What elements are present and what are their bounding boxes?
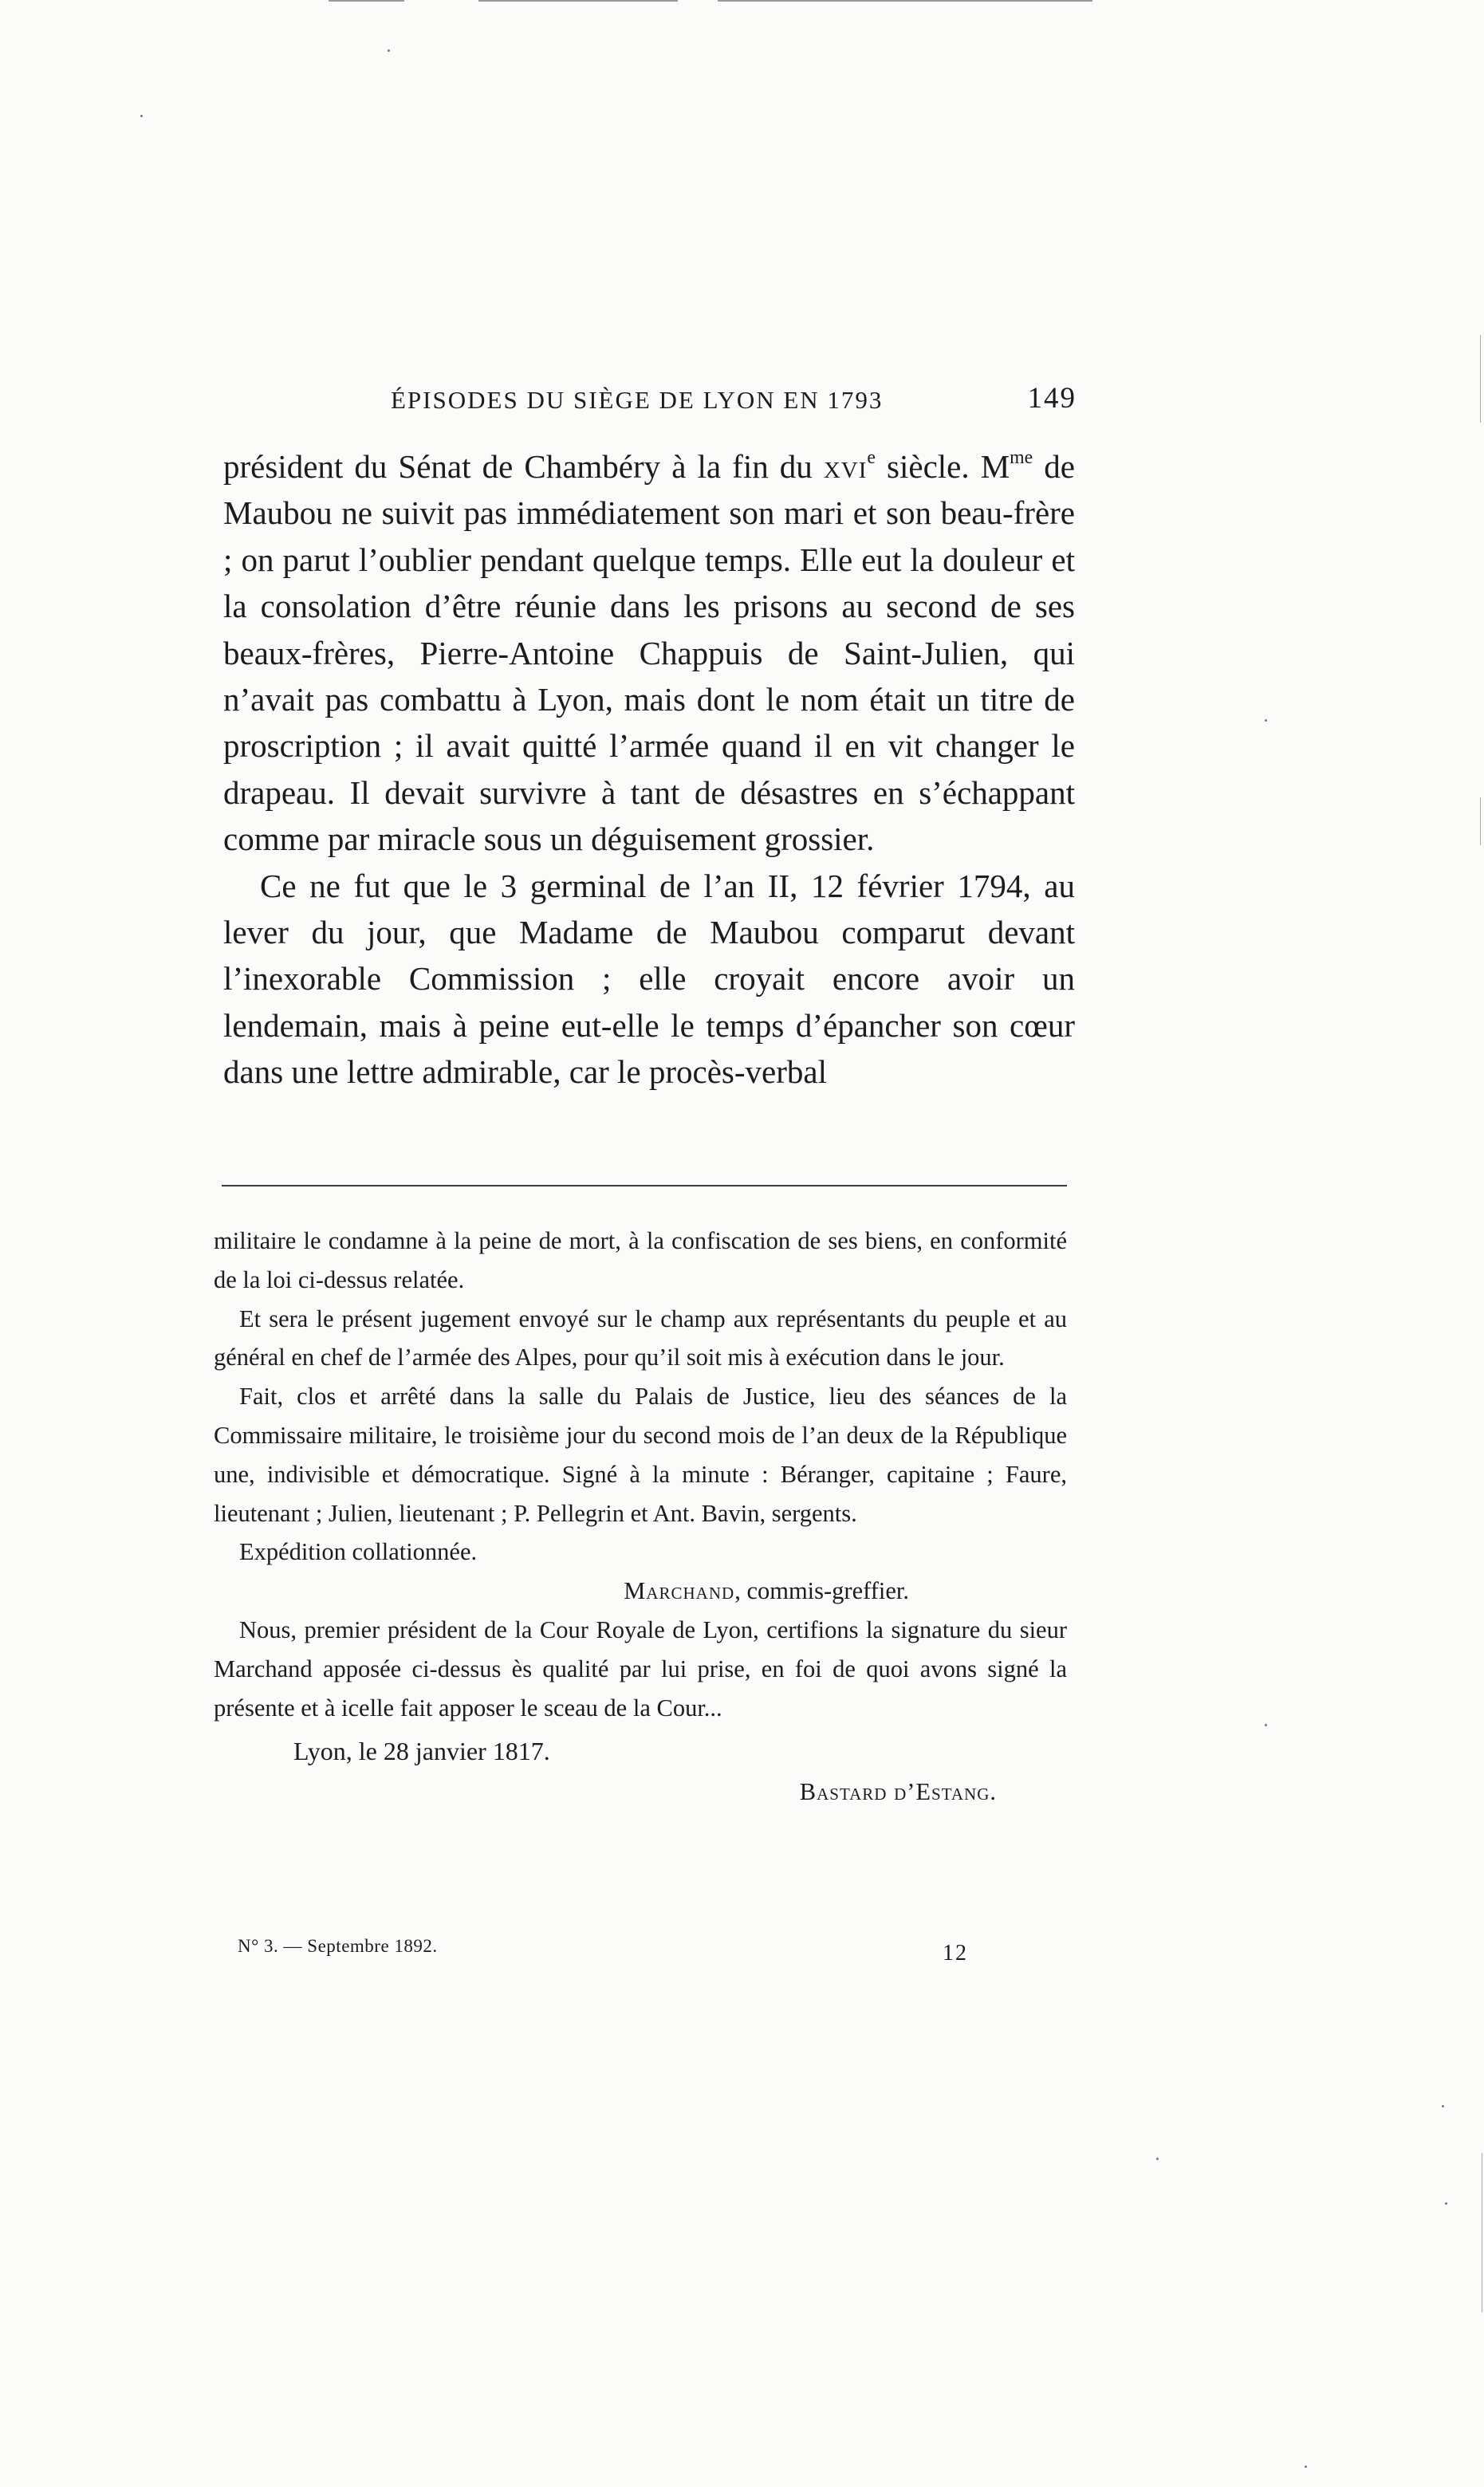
running-head-title: ÉPISODES DU SIÈGE DE LYON EN 1793 — [391, 386, 884, 414]
running-head — [391, 381, 1077, 429]
signature-mark: 12 — [943, 1941, 968, 1966]
date-line: Lyon, le 28 janvier 1817. — [293, 1737, 550, 1766]
text-run: de Maubou ne suivit pas immédiatement son mari et son beau-frère ; on parut l’oublier pendant quelque temps. Elle eut la douleur et la consolation d’être réunie dans les prisons au second de ses beaux-frères, Pierre-Antoine Chappuis de Saint-Julien, qui n’avait pas combattu à Lyon, mais dont le nom était un titre de proscription ; il avait quitté l’armée quand il en vit changer le drapeau. Il devait survivre à tant de désastres en s’échappant comme par miracle sous un déguisement grossier. — [223, 448, 1075, 858]
edge-dash — [718, 0, 1092, 2]
signature-role: , commis-greffier. — [734, 1577, 909, 1605]
signature-name: Marchand — [624, 1577, 735, 1605]
text-run: président du Sénat de Chambéry à la fin du — [223, 448, 824, 485]
edge-line — [1480, 797, 1481, 845]
roman-numeral: xvi — [823, 448, 868, 485]
edge-line — [1480, 335, 1481, 423]
body-paragraph — [223, 443, 1075, 863]
page-number: 149 — [1027, 382, 1077, 415]
footnote-paragraph: Expédition collationnée. — [239, 1538, 478, 1566]
edge-dash — [478, 0, 678, 2]
superscript: me — [1010, 447, 1033, 469]
main-text — [223, 443, 1075, 1096]
footnote-paragraph: Et sera le présent jugement envoyé sur le champ aux représentants du peuple et au général en chef de l’armée des Alpes, pour qu’il soit mis à exécution dans le jour. — [214, 1304, 1067, 1371]
footnote-paragraph: Nous, premier président de la Cour Royale de Lyon, certifions la signature du sieur Marchand apposée ci-dessus ès qualité par lui prise, en foi de quoi avons signé la présente et à icelle fait apposer le sceau de la Cour... — [214, 1615, 1067, 1722]
text-run: Ce ne fut que le 3 germinal de l’an II, 12 février 1794, au lever du jour, que Madame de Maubou comparut devant l’inexorable Commission ; elle croyait encore avoir un lendemain, mais à peine eut-elle le temps d’épancher son cœur dans une lettre admirable, car le procès-verbal — [223, 867, 1075, 1091]
footnote-paragraph: Fait, clos et arrêté dans la salle du Palais de Justice, lieu des séances de la Commissaire militaire, le troisième jour du second mois de l’an deux de la République une, indivisible et démocratique. Signé à la minute : Béranger, capitaine ; Faure, lieutenant ; Julien, lieutenant ; P. Pellegrin et Ant. Bavin, sergents. — [214, 1383, 1067, 1527]
signature-marchand — [214, 1572, 1067, 1611]
footnote-paragraph: militaire le condamne à la peine de mort, à la confiscation de ses biens, en conformité de la loi ci-dessus relatée. — [214, 1227, 1067, 1293]
signature-bastard: Bastard d’Estang. — [799, 1778, 997, 1806]
text-run: siècle. M — [875, 448, 1010, 485]
body-paragraph — [223, 863, 1075, 1096]
footnote-rule — [222, 1185, 1067, 1186]
edge-dash — [329, 0, 404, 2]
printer-signature: N° 3. — Septembre 1892. — [238, 1936, 438, 1956]
superscript: e — [867, 447, 876, 469]
footnote — [214, 1222, 1067, 1812]
